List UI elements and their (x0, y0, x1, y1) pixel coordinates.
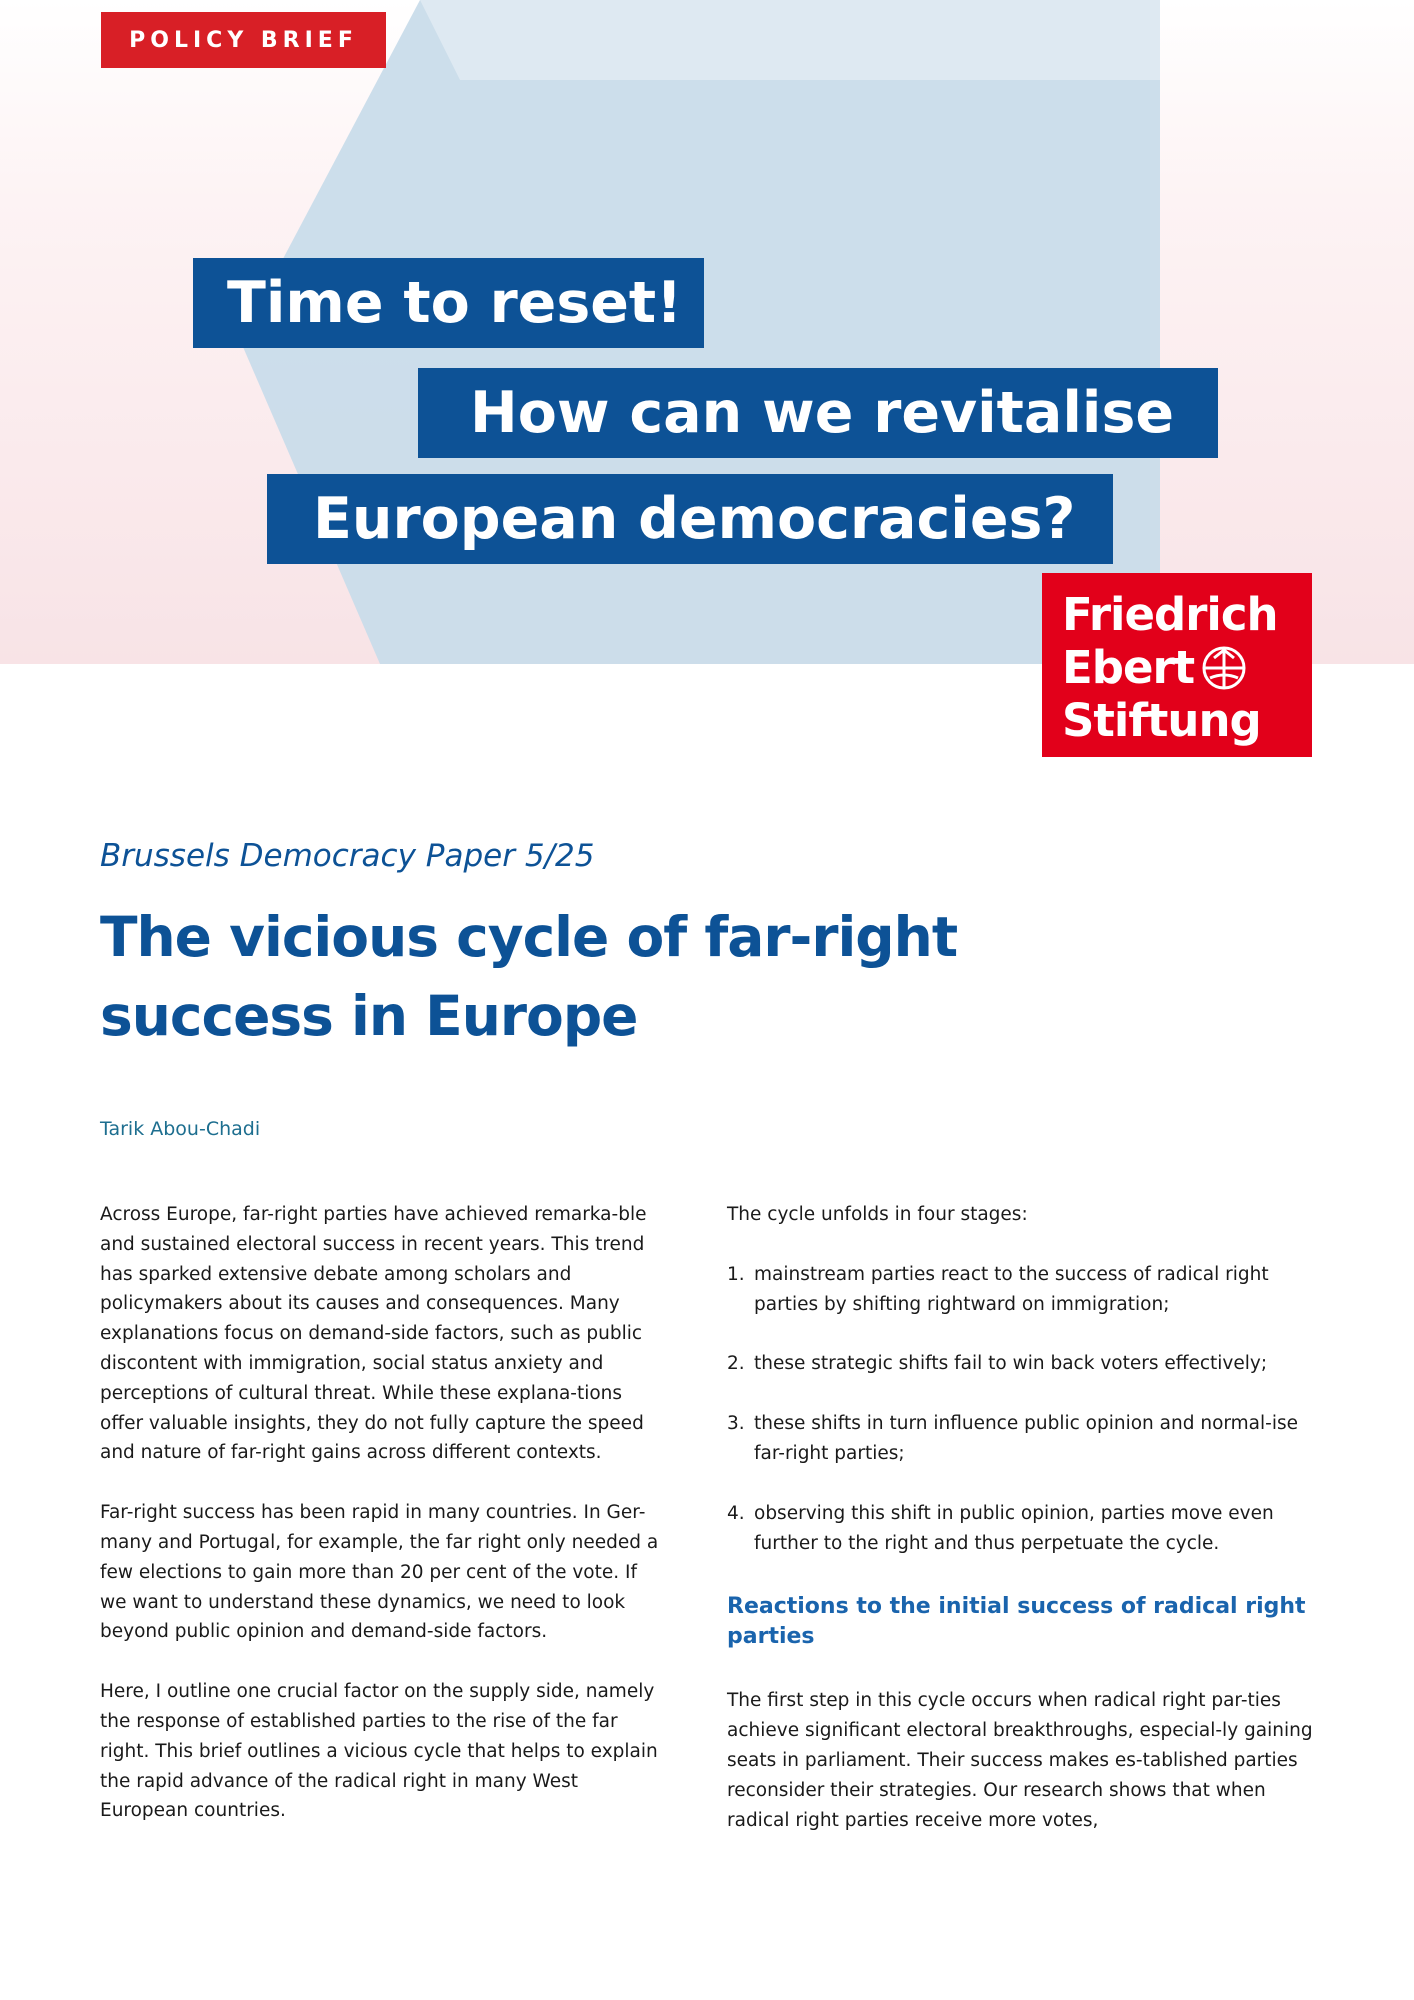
paragraph: Here, I outline one crucial factor on the supply side, namely the response of established parties to the rise of the far right. This brief outlines a vicious cycle that helps to explain the rapid advance of the radical right in many West European countries. (100, 1681, 658, 1822)
title-line-2: success in Europe (100, 984, 638, 1048)
series-label: Brussels Democracy Paper 5/25 (100, 838, 595, 874)
paragraph: Across Europe, far-right parties have achieved remarka-ble and sustained electoral success in recent years. This trend has sparked extensive debate among scholars and policymakers about its causes and consequences. Many explanations focus on demand-side factors, such as public discontent with immigration, social status anxiety and perceptions of cultural threat. While these explana-tions offer valuable insights, they do not fully capture the speed and nature of far-right gains across different contexts. (100, 1204, 647, 1464)
logo-line-2-row (1062, 641, 1312, 694)
policy-brief-tag: POLICY BRIEF (101, 12, 386, 68)
logo-line-2: Ebert (1062, 641, 1195, 694)
list-item (727, 1409, 1317, 1469)
list-item-number: 3. (727, 1413, 745, 1435)
list-item-text: mainstream parties react to the success of radical right parties by shifting rightward on immigration; (754, 1263, 1269, 1315)
list-item-number: 1. (727, 1263, 745, 1285)
logo-line-3: Stiftung (1062, 694, 1261, 747)
list-item-text: these shifts in turn influence public opinion and normal-ise far-right parties; (754, 1413, 1298, 1464)
right-column (727, 1200, 1317, 1865)
list-item-number: 4. (727, 1502, 745, 1524)
list-item-number: 2. (727, 1353, 745, 1375)
author-name: Tarik Abou-Chadi (100, 1118, 261, 1140)
hero-title-line-2: How can we revitalise (418, 368, 1218, 458)
stages-intro: The cycle unfolds in four stages: (727, 1204, 1028, 1225)
paragraph: Far-right success has been rapid in many countries. In Ger-many and Portugal, for example, the far right only needed a few elections to gain more than 20 per cent of the vote. If we want to understand these dynamics, we need to look beyond public opinion and demand-side factors. (100, 1502, 659, 1643)
list-item (727, 1499, 1317, 1559)
cover-hero (0, 0, 1414, 664)
stage-list (727, 1260, 1317, 1559)
list-item (727, 1349, 1317, 1379)
paragraph: The first step in this cycle occurs when radical right par-ties achieve significant electoral breakthroughs, especial-ly gaining seats in parliament. Their success makes es-tablished parties reconsider their strategies. Our research shows that when radical right parties receive more votes, (727, 1690, 1313, 1831)
list-item-text: observing this shift in public opinion, parties move even further to the right and thus perpetuate the cycle. (754, 1502, 1274, 1554)
hero-title-line-1: Time to reset! (193, 258, 704, 348)
globe-emblem-icon (1200, 644, 1248, 692)
document-title (100, 898, 1100, 1056)
left-column (100, 1200, 660, 1856)
hero-title-line-3: European democracies? (267, 474, 1113, 564)
fes-logo (1042, 573, 1312, 757)
section-heading: Reactions to the initial success of radical right parties (727, 1594, 1306, 1650)
list-item-text: these strategic shifts fail to win back voters effectively; (754, 1353, 1268, 1375)
title-line-1: The vicious cycle of far-right (100, 905, 958, 969)
list-item (727, 1260, 1317, 1320)
logo-line-1: Friedrich (1062, 588, 1278, 641)
